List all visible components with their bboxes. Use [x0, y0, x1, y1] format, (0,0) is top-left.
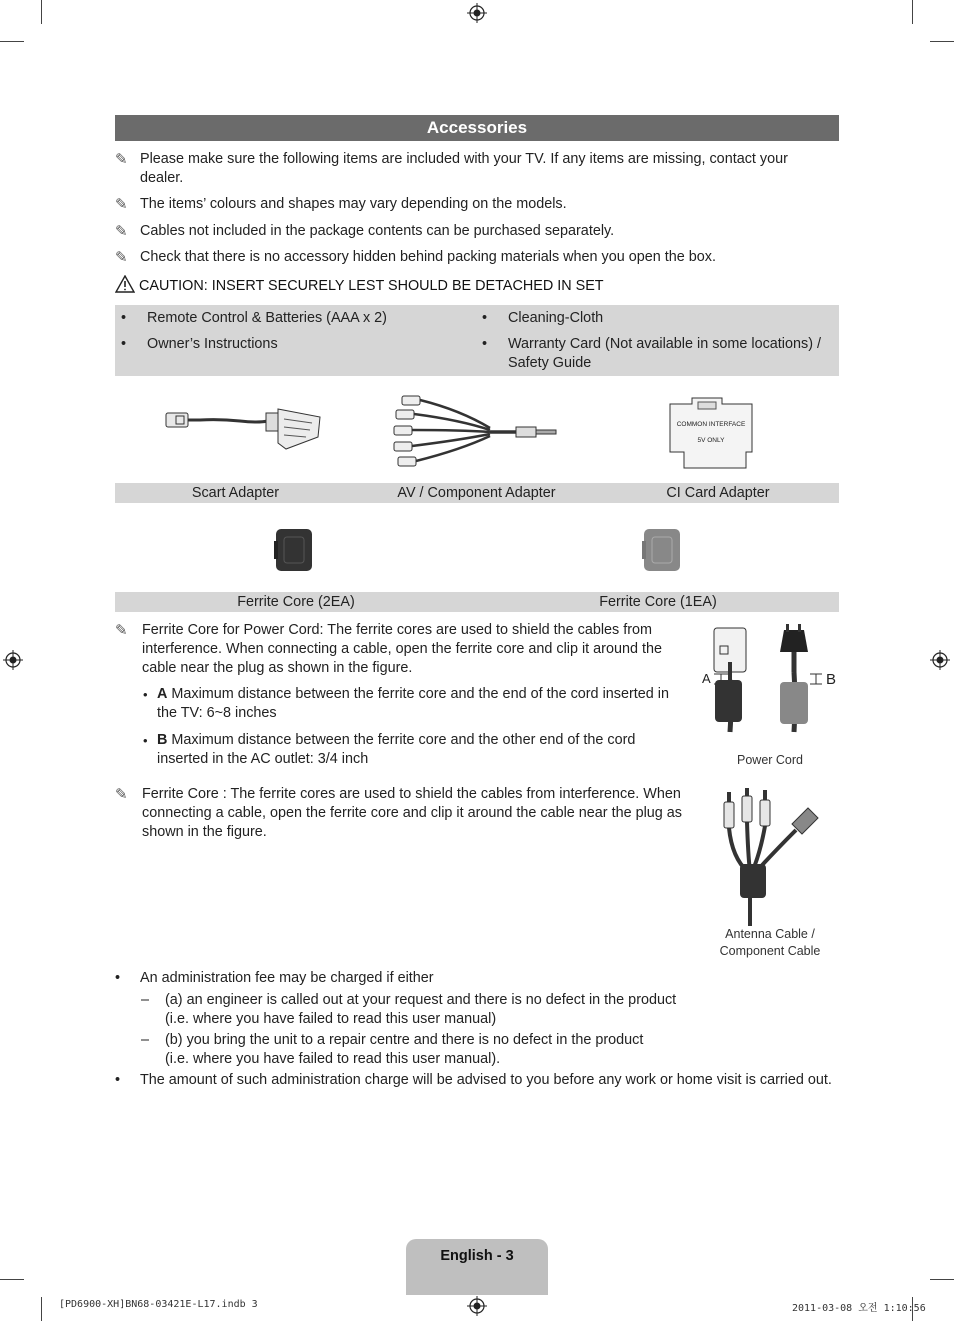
crop-mark — [930, 41, 954, 42]
crop-mark — [912, 0, 913, 24]
registration-mark-icon — [3, 650, 23, 670]
slug-right: 2011-03-08 오전 1:10:56 — [792, 1303, 926, 1314]
av-component-adapter-image — [390, 390, 565, 472]
list-item: • The amount of such administration charge will be advised to you before any work or home visit is carried out. — [115, 1072, 832, 1088]
pencil-note-icon: ✎ — [115, 151, 128, 168]
list-item: • Remote Control & Batteries (AAA x 2) — [121, 310, 387, 326]
ferrite-core-gray-image — [642, 527, 682, 573]
crop-mark — [41, 0, 42, 24]
list-item: • An administration fee may be charged if either — [115, 970, 434, 986]
list-item: – (a) an engineer is called out at your request and there is no defect in the product (i.e. where you have failed to read this user manual) — [141, 992, 677, 1027]
page-number: English - 3 — [406, 1239, 548, 1295]
antenna-caption-line2: Component Cable — [719, 944, 821, 958]
ferrite-label: Ferrite Core (2EA) — [237, 594, 355, 610]
pencil-note-icon: ✎ — [115, 196, 128, 213]
ci-card-line2: 5V ONLY — [697, 437, 725, 444]
adapter-label: CI Card Adapter — [666, 485, 770, 501]
figure-label-b: B — [826, 671, 837, 688]
list-item: • A Maximum distance between the ferrite core and the end of the cord inserted in the TV: 6~8 inches — [143, 686, 669, 721]
antenna-component-cable-image — [712, 788, 830, 928]
note-item: ✎ Ferrite Core : The ferrite cores are used to shield the cables from interference. When connecting a cable, open the ferrite core and clip it around the cable near the plug as shown in the figure. — [115, 786, 683, 840]
adapter-label: Scart Adapter — [191, 485, 280, 501]
pencil-note-icon: ✎ — [115, 786, 128, 803]
list-item: – (b) you bring the unit to a repair centre and there is no defect in the product (i.e. where you have failed to read this user manual). — [141, 1032, 644, 1067]
note-item: ✎ Cables not included in the package contents can be purchased separately. — [115, 223, 615, 240]
crop-mark — [41, 1297, 42, 1321]
note-item: ✎ Please make sure the following items are included with your TV. If any items are missing, contact your dealer. — [115, 151, 788, 186]
ci-card-adapter-image — [662, 392, 762, 470]
figure-label-a: A — [702, 671, 711, 686]
crop-mark — [0, 41, 24, 42]
adapter-label: AV / Component Adapter — [397, 485, 556, 501]
adapter-label-bar — [115, 483, 839, 503]
pencil-note-icon: ✎ — [115, 223, 128, 240]
warning-triangle-icon — [115, 275, 135, 293]
list-item: • B Maximum distance between the ferrite core and the other end of the cord inserted in the AC outlet: 3/4 inch — [143, 732, 636, 767]
crop-mark — [0, 1279, 24, 1280]
list-item: • Cleaning-Cloth — [482, 310, 604, 326]
registration-mark-icon — [467, 1296, 487, 1316]
registration-mark-icon — [930, 650, 950, 670]
list-item: • Owner’s Instructions — [121, 336, 278, 352]
pencil-note-icon: ✎ — [115, 622, 128, 639]
slug-left: [PD6900-XH]BN68-03421E-L17.indb 3 — [59, 1299, 258, 1310]
registration-mark-icon — [467, 3, 487, 23]
ferrite-core-dark-image — [274, 527, 314, 573]
note-item: ✎ The items’ colours and shapes may vary depending on the models. — [115, 196, 567, 213]
note-item: ✎ Ferrite Core for Power Cord: The ferrite cores are used to shield the cables from interference. When connecting a cable, open the ferrite core and clip it around the cable near the plug as shown in the figure. — [115, 622, 662, 676]
power-cord-image — [700, 622, 840, 747]
list-item: • Warranty Card (Not available in some locations) / Safety Guide — [482, 336, 821, 371]
power-cord-caption: Power Cord — [737, 753, 803, 767]
ferrite-label-bar — [115, 592, 839, 612]
ci-card-line1: COMMON INTERFACE — [676, 421, 746, 428]
section-title: Accessories — [115, 115, 839, 141]
scart-adapter-image — [160, 395, 328, 455]
note-item: ✎ Check that there is no accessory hidden behind packing materials when you open the box. — [115, 249, 716, 266]
pencil-note-icon: ✎ — [115, 249, 128, 266]
caution-line: CAUTION: INSERT SECURELY LEST SHOULD BE DETACHED IN SET — [115, 275, 604, 294]
ferrite-label: Ferrite Core (1EA) — [599, 594, 717, 610]
antenna-caption-line1: Antenna Cable / — [725, 927, 815, 941]
crop-mark — [930, 1279, 954, 1280]
